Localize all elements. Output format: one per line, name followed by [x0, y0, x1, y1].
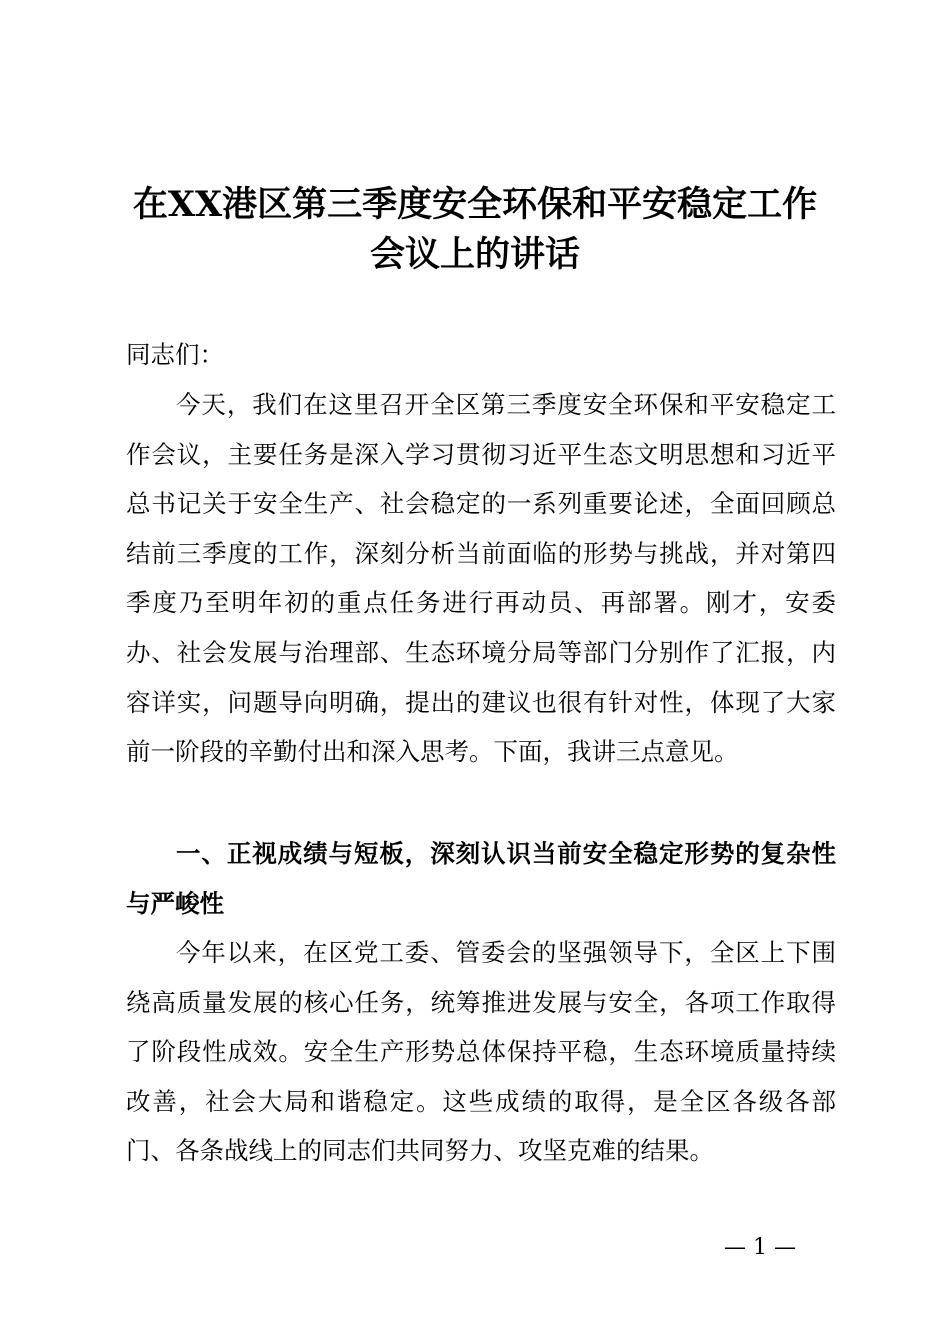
salutation: 同志们：	[126, 340, 224, 369]
page-number: — 1 —	[724, 1235, 796, 1260]
section-heading-1: 一、正视成绩与短板，深刻认识当前安全稳定形势的复杂性与严峻性	[126, 839, 836, 918]
document-title-line-2: 会议上的讲话	[369, 234, 580, 275]
paragraph-intro: 今天，我们在这里召开全区第三季度安全环保和平安稳定工作会议，主要任务是深入学习贯彻习近平生态文明思想和习近平总书记关于安全生产、社会稳定的一系列重要论述，全面回顾总结前三季度的工作，深刻分析当前面临的形势与挑战，并对第四季度乃至明年初的重点任务进行再动员、再部署。刚才，安委办、社会发展与治理部、生态环境分局等部门分别作了汇报，内容详实，问题导向明确，提出的建议也很有针对性，体现了大家前一阶段的辛勤付出和深入思考。下面，我讲三点意见。	[126, 390, 836, 767]
paragraph-section-1: 今年以来，在区党工委、管委会的坚强领导下，全区上下围绕高质量发展的核心任务，统筹推进发展与安全，各项工作取得了阶段性成效。安全生产形势总体保持平稳，生态环境质量持续改善，社会大局和谐稳定。这些成绩的取得，是全区各级各部门、各条战线上的同志们共同努力、攻坚克难的结果。	[126, 938, 836, 1166]
document-title-line-1: 在XX港区第三季度安全环保和平安稳定工作	[132, 184, 818, 225]
